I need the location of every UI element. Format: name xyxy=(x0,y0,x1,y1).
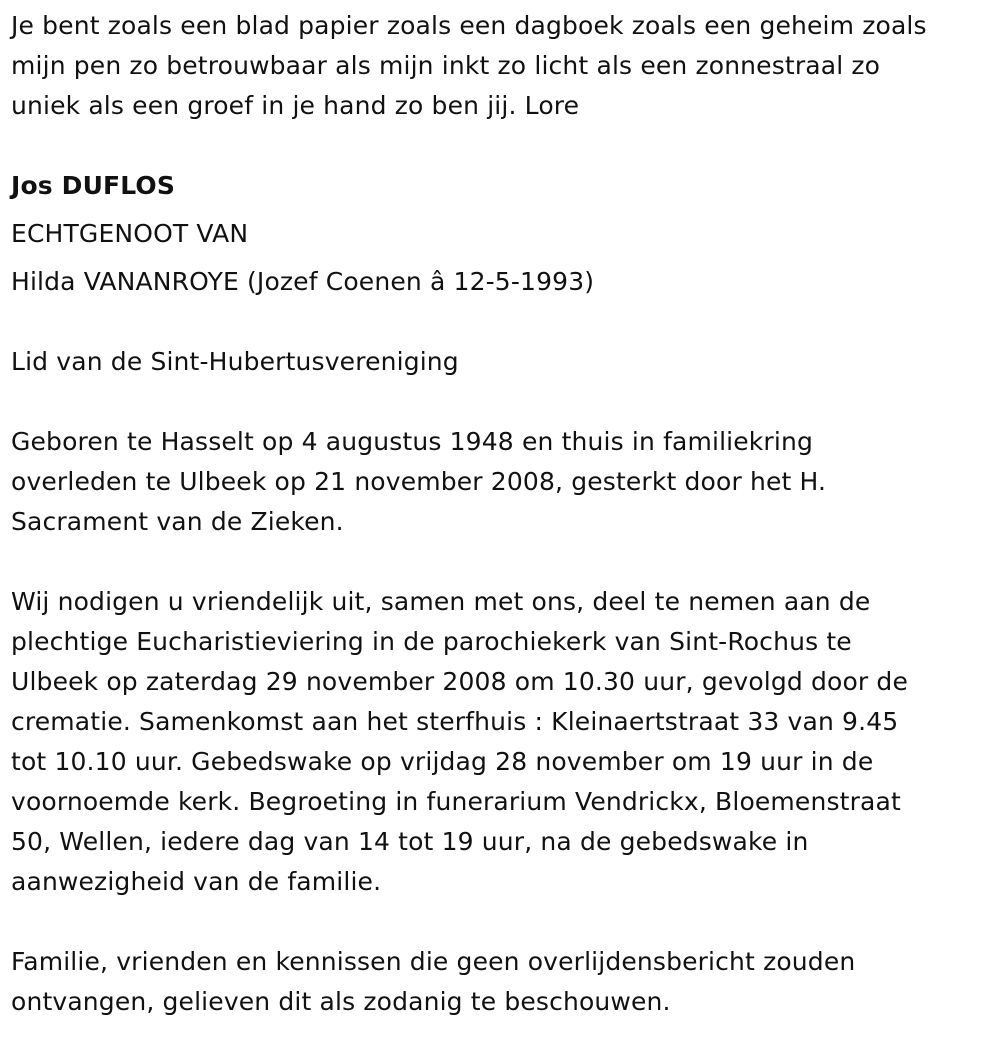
birth-death-line: Sacrament van de Zieken. xyxy=(11,507,344,536)
membership-text: Lid van de Sint-Hubertusvereniging xyxy=(11,347,459,376)
invitation-line: tot 10.10 uur. Gebedswake op vrijdag 28 november om 19 uur in de xyxy=(11,747,874,776)
relation-label: ECHTGENOOT VAN xyxy=(11,219,249,248)
deceased-name: Jos DUFLOS xyxy=(11,171,175,200)
invitation-line: voornoemde kerk. Begroeting in funerarium Vendrickx, Bloemenstraat xyxy=(11,787,901,816)
invitation-line: plechtige Eucharistieviering in de parochiekerk van Sint-Rochus te xyxy=(11,627,852,656)
birth-death-line: overleden te Ulbeek op 21 november 2008, gesterkt door het H. xyxy=(11,467,827,496)
poem-line: uniek als een groef in je hand zo ben jij. Lore xyxy=(11,91,580,120)
spouse-name: Hilda VANANROYE (Jozef Coenen â 12-5-1993) xyxy=(11,267,595,296)
birth-death-line: Geboren te Hasselt op 4 augustus 1948 en thuis in familiekring xyxy=(11,427,813,456)
poem-line: Je bent zoals een blad papier zoals een dagboek zoals een geheim zoals xyxy=(11,11,927,40)
invitation-line: crematie. Samenkomst aan het sterfhuis : Kleinaertstraat 33 van 9.45 xyxy=(11,707,899,736)
invitation-line: aanwezigheid van de familie. xyxy=(11,867,382,896)
closing-line: ontvangen, gelieven dit als zodanig te beschouwen. xyxy=(11,987,671,1016)
invitation-line: Ulbeek op zaterdag 29 november 2008 om 10.30 uur, gevolgd door de xyxy=(11,667,908,696)
closing-line: Familie, vrienden en kennissen die geen overlijdensbericht zouden xyxy=(11,947,856,976)
poem-line: mijn pen zo betrouwbaar als mijn inkt zo licht als een zonnestraal zo xyxy=(11,51,881,80)
invitation-line: Wij nodigen u vriendelijk uit, samen met ons, deel te nemen aan de xyxy=(11,587,871,616)
invitation-line: 50, Wellen, iedere dag van 14 tot 19 uur, na de gebedswake in xyxy=(11,827,809,856)
